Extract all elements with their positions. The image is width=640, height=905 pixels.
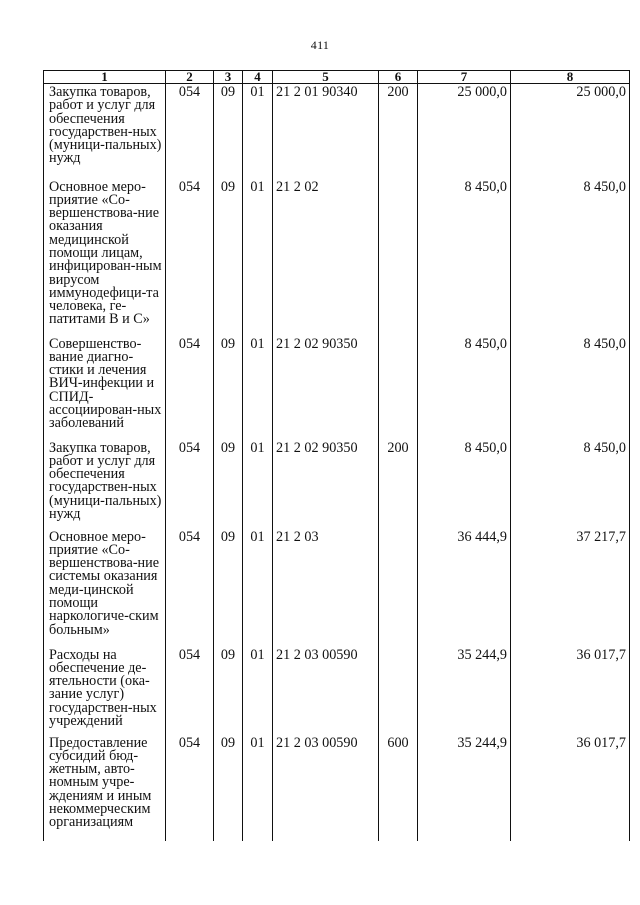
sum-year2: 36 017,7 bbox=[511, 735, 630, 841]
subsection-code: 01 bbox=[243, 735, 273, 841]
table-row bbox=[44, 529, 630, 647]
sum-year1: 35 244,9 bbox=[418, 735, 511, 841]
page-number: 411 bbox=[310, 38, 330, 52]
target-article: 21 2 03 bbox=[273, 529, 379, 647]
expense-type bbox=[379, 336, 418, 440]
row-name: Закупка товаров, работ и услуг для обеспечения государствен-ных (муници-пальных) нужд bbox=[44, 440, 166, 529]
header-row bbox=[44, 71, 630, 84]
row-name: Предоставление субсидий бюд-жетным, авто-номным учре-ждениям и иным некоммерческим организациям bbox=[44, 735, 166, 841]
row-name: Расходы на обеспечение де-ятельности (ока-зание услуг) государствен-ных учреждений bbox=[44, 647, 166, 735]
ministry-code: 054 bbox=[166, 84, 214, 179]
sum-year1: 8 450,0 bbox=[418, 179, 511, 336]
expense-type bbox=[379, 529, 418, 647]
table-row bbox=[44, 84, 630, 179]
column-header: 3 bbox=[214, 71, 243, 84]
sum-year2: 8 450,0 bbox=[511, 179, 630, 336]
ministry-code: 054 bbox=[166, 336, 214, 440]
section-code: 09 bbox=[214, 179, 243, 336]
section-code: 09 bbox=[214, 529, 243, 647]
sum-year1: 25 000,0 bbox=[418, 84, 511, 179]
sum-year1: 8 450,0 bbox=[418, 336, 511, 440]
subsection-code: 01 bbox=[243, 179, 273, 336]
table-row bbox=[44, 440, 630, 529]
section-code: 09 bbox=[214, 735, 243, 841]
target-article: 21 2 03 00590 bbox=[273, 735, 379, 841]
table-body bbox=[44, 84, 630, 841]
section-code: 09 bbox=[214, 84, 243, 179]
ministry-code: 054 bbox=[166, 647, 214, 735]
sum-year2: 37 217,7 bbox=[511, 529, 630, 647]
subsection-code: 01 bbox=[243, 84, 273, 179]
target-article: 21 2 01 90340 bbox=[273, 84, 379, 179]
sum-year2: 8 450,0 bbox=[511, 336, 630, 440]
row-name: Закупка товаров, работ и услуг для обеспечения государствен-ных (муници-пальных) нужд bbox=[44, 84, 166, 179]
ministry-code: 054 bbox=[166, 735, 214, 841]
table-row bbox=[44, 647, 630, 735]
expense-type: 200 bbox=[379, 440, 418, 529]
table-row bbox=[44, 336, 630, 440]
column-header: 1 bbox=[44, 71, 166, 84]
section-code: 09 bbox=[214, 440, 243, 529]
expense-type bbox=[379, 647, 418, 735]
target-article: 21 2 03 00590 bbox=[273, 647, 379, 735]
sum-year2: 36 017,7 bbox=[511, 647, 630, 735]
subsection-code: 01 bbox=[243, 647, 273, 735]
expense-type bbox=[379, 179, 418, 336]
ministry-code: 054 bbox=[166, 179, 214, 336]
table-row bbox=[44, 735, 630, 841]
expense-type: 200 bbox=[379, 84, 418, 179]
subsection-code: 01 bbox=[243, 440, 273, 529]
column-header: 5 bbox=[273, 71, 379, 84]
sum-year1: 36 444,9 bbox=[418, 529, 511, 647]
row-name: Основное меро-приятие «Со-вершенствова-ние системы оказания меди-цинской помощи наркологиче-ским больным» bbox=[44, 529, 166, 647]
budget-table bbox=[43, 70, 630, 841]
sum-year2: 8 450,0 bbox=[511, 440, 630, 529]
subsection-code: 01 bbox=[243, 529, 273, 647]
ministry-code: 054 bbox=[166, 440, 214, 529]
row-name: Основное меро-приятие «Со-вершенствова-ние оказания медицинской помощи лицам, инфицирован-ным вирусом иммунодефици-та человека, ге-патитами В и С» bbox=[44, 179, 166, 336]
column-header: 4 bbox=[243, 71, 273, 84]
subsection-code: 01 bbox=[243, 336, 273, 440]
column-header: 2 bbox=[166, 71, 214, 84]
table-row bbox=[44, 179, 630, 336]
expense-type: 600 bbox=[379, 735, 418, 841]
sum-year1: 35 244,9 bbox=[418, 647, 511, 735]
target-article: 21 2 02 bbox=[273, 179, 379, 336]
column-header: 8 bbox=[511, 71, 630, 84]
target-article: 21 2 02 90350 bbox=[273, 336, 379, 440]
ministry-code: 054 bbox=[166, 529, 214, 647]
column-header: 6 bbox=[379, 71, 418, 84]
sum-year2: 25 000,0 bbox=[511, 84, 630, 179]
target-article: 21 2 02 90350 bbox=[273, 440, 379, 529]
column-header: 7 bbox=[418, 71, 511, 84]
section-code: 09 bbox=[214, 647, 243, 735]
table-header bbox=[44, 71, 630, 84]
sum-year1: 8 450,0 bbox=[418, 440, 511, 529]
row-name: Совершенство-вание диагно-стики и лечения ВИЧ-инфекции и СПИД-ассоциирован-ных заболеваний bbox=[44, 336, 166, 440]
section-code: 09 bbox=[214, 336, 243, 440]
